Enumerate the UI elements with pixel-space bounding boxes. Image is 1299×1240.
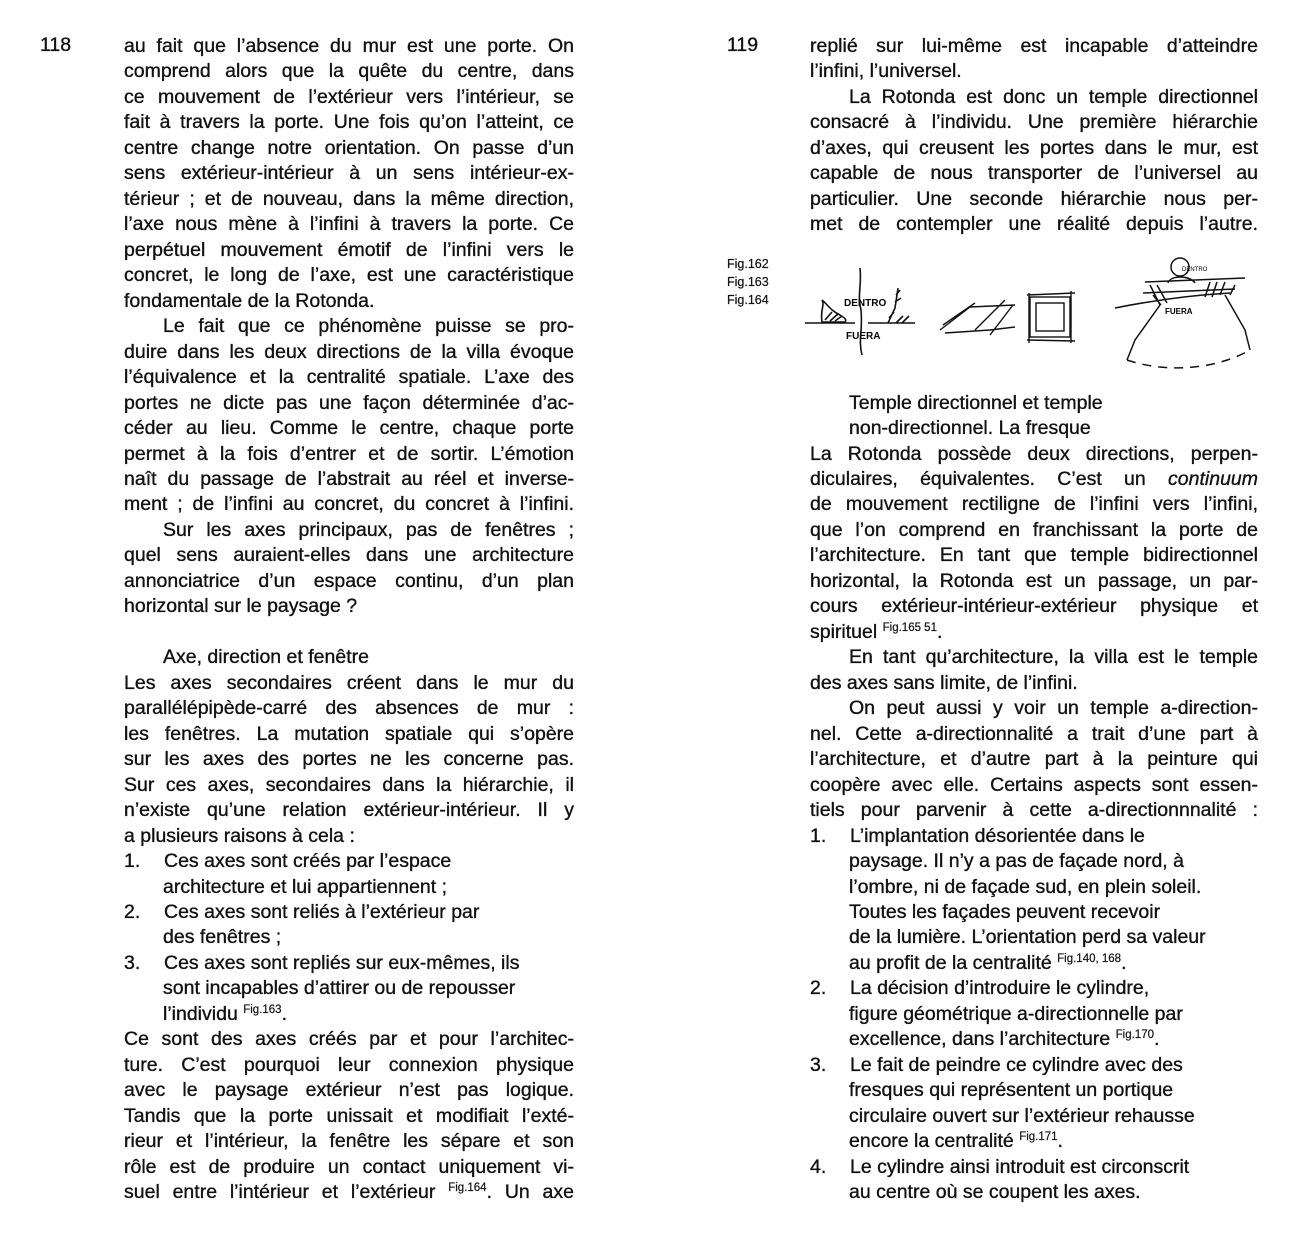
text-segment: rôle est de produire un contact uniquement vi- — [124, 1155, 574, 1178]
text-segment: Ce sont des axes créés par et pour l’architec- — [124, 1028, 574, 1051]
text-line — [810, 543, 1258, 568]
text-segment: l’infini, l’universel. — [810, 60, 962, 83]
text-segment: au fait que l’absence du mur est une porte. On — [124, 35, 574, 57]
text-line — [810, 34, 1258, 59]
text-segment: l’architecture, et d’autre part à la peinture qui — [810, 748, 1258, 771]
text-segment: ce mouvement de l’extérieur vers l’intérieur, se — [124, 85, 574, 108]
text-line — [124, 1053, 574, 1078]
italic-term: continuum — [1168, 467, 1258, 490]
text-segment: . Un axe — [486, 1181, 574, 1204]
text-line — [810, 798, 1258, 823]
text-segment: céder au lieu. Comme le centre, chaque porte — [124, 417, 574, 440]
sketch-fig-163 — [935, 285, 1095, 355]
text-line — [849, 951, 1258, 976]
text-segment: sur les axes des portes ne les concerne pas. — [124, 748, 574, 771]
text-segment: n’existe qu’une relation extérieur-intérieur. Il y — [124, 799, 574, 822]
list-number: 2. — [810, 977, 827, 1000]
text-line — [124, 59, 574, 84]
text-line — [124, 391, 574, 416]
text-segment: portes ne dicte pas une façon déterminée d’ac- — [124, 391, 574, 414]
text-segment: encore la centralité — [849, 1130, 1020, 1153]
sketch-word-dentro: DENTRO — [1182, 267, 1208, 273]
text-line — [810, 620, 1258, 645]
text-segment: replié sur lui-même est incapable d’atteindre — [810, 35, 1258, 57]
text-segment: quel sens auraient-elles dans une architecture — [124, 544, 574, 567]
text-segment: fresques qui représentent un portique — [849, 1079, 1174, 1102]
text-line — [849, 925, 1258, 950]
sketch-fig-164 — [1085, 255, 1265, 375]
text-line — [124, 238, 574, 263]
text-segment: fait à travers la porte. Une fois qu’on l’atteint, ce — [124, 111, 574, 134]
text-segment: avec le paysage extérieur n’est pas logique. — [124, 1079, 574, 1102]
sketch-fig-162 — [800, 260, 930, 360]
text-line — [810, 671, 1258, 696]
text-line — [124, 1027, 574, 1052]
text-line — [124, 467, 574, 492]
text-line — [849, 645, 1258, 670]
text-line — [124, 1078, 574, 1103]
text-line — [849, 900, 1258, 925]
list-item-line — [850, 1053, 1258, 1078]
text-segment: ture. C’est pourquoi leur connexion physique — [124, 1053, 574, 1076]
text-line — [163, 1002, 574, 1027]
text-segment: diculaires, équivalentes. C’est un — [810, 467, 1169, 490]
text-line — [849, 85, 1258, 110]
text-segment: non-directionnel. La fresque — [849, 417, 1091, 440]
text-line — [810, 110, 1258, 135]
figure-reference: Fig.164 — [448, 1182, 487, 1195]
text-segment: naît du passage de l’abstrait au réel et inverse- — [124, 467, 574, 490]
text-segment: Ces axes sont créés par l’espace — [164, 850, 452, 873]
page-number-left: 118 — [40, 34, 72, 56]
text-segment: . — [936, 620, 943, 643]
list-number: 1. — [810, 824, 827, 847]
text-line — [124, 136, 574, 161]
text-line — [810, 442, 1258, 467]
text-segment: rieur et l’intérieur, la fenêtre les sépare et son — [124, 1130, 574, 1153]
text-line — [849, 696, 1258, 721]
figure-reference: Fig.165 51 — [882, 621, 937, 634]
text-segment: centre change notre orientation. On passe d’un — [124, 136, 574, 159]
list-number: 3. — [124, 951, 141, 974]
text-segment: particulier. Une seconde hiérarchie nous per- — [810, 187, 1258, 210]
text-line — [849, 875, 1258, 900]
text-segment: permet à la fois d’entrer et de sortir. L’émotion — [124, 442, 574, 465]
text-line — [849, 849, 1258, 874]
sketch-word-fuera: FUERA — [1165, 307, 1193, 316]
list-item-line — [850, 976, 1258, 1001]
text-segment: Les axes secondaires créent dans le mur du — [124, 671, 574, 694]
text-line — [124, 722, 574, 747]
text-segment: Sur les axes principaux, pas de fenêtres ; — [163, 518, 574, 541]
text-segment: sont incapables d’attirer ou de repousser — [163, 977, 516, 1000]
text-segment: . — [1154, 1028, 1160, 1051]
text-segment: duire dans les deux directions de la villa évoque — [124, 340, 574, 363]
figure-labels — [727, 255, 769, 309]
list-number: 3. — [810, 1053, 827, 1076]
list-number: 4. — [810, 1155, 827, 1178]
text-segment: concret, le long de l’axe, est une caractéristique — [124, 264, 574, 287]
text-line — [849, 1129, 1258, 1154]
text-segment: fondamentale de la Rotonda. — [124, 289, 375, 312]
text-line — [124, 747, 574, 772]
text-line — [124, 416, 574, 441]
text-segment: . — [281, 1002, 287, 1025]
text-line — [124, 289, 574, 314]
text-line — [124, 569, 574, 594]
text-line — [124, 212, 574, 237]
text-segment: met de contempler une réalité depuis l’autre. — [810, 213, 1258, 236]
figure-label: Fig.164 — [727, 293, 769, 307]
text-segment: Ces axes sont reliés à l’extérieur par — [164, 900, 480, 923]
page-number-right: 119 — [727, 34, 759, 56]
text-line — [849, 1180, 1258, 1205]
text-line — [810, 161, 1258, 186]
text-segment: au centre où se coupent les axes. — [849, 1181, 1141, 1204]
text-segment: de mouvement rectiligne de l’infini vers l’infini, — [810, 493, 1258, 516]
text-line — [849, 1027, 1258, 1052]
text-segment: l’architecture. En tant que temple bidirectionnel — [810, 544, 1258, 567]
text-segment: architecture et lui appartiennent ; — [163, 875, 448, 898]
text-line — [124, 696, 574, 721]
text-line — [124, 1129, 574, 1154]
text-line — [124, 365, 574, 390]
text-line — [124, 34, 574, 59]
text-segment: a plusieurs raisons à cela : — [124, 824, 355, 847]
text-segment: circulaire ouvert sur l’extérieur rehausse — [849, 1104, 1195, 1127]
text-segment: l’axe nous mène à l’infini à travers la porte. Ce — [124, 213, 574, 236]
text-segment: des axes sans limite, de l’infini. — [810, 671, 1078, 694]
text-line — [124, 161, 574, 186]
text-line — [849, 1002, 1258, 1027]
text-line — [124, 1155, 574, 1180]
text-line — [810, 492, 1258, 517]
text-line — [124, 85, 574, 110]
text-segment: figure géométrique a-directionnelle par — [849, 1002, 1183, 1025]
text-segment: l’équivalence et la centralité spatiale. L’axe des — [124, 366, 574, 389]
text-line — [810, 136, 1258, 161]
figure-label: Fig.163 — [727, 275, 769, 289]
text-line — [124, 442, 574, 467]
text-line — [810, 747, 1258, 772]
text-segment: térieur ; et de nouveau, dans la même direction, — [124, 187, 574, 210]
text-segment: comprend alors que la quête du centre, dans — [124, 60, 574, 83]
text-segment: excellence, dans l’architecture — [849, 1028, 1116, 1051]
text-segment: l’ombre, ni de façade sud, en plein soleil. — [849, 875, 1202, 898]
text-segment: cours extérieur-intérieur-extérieur physique et — [810, 595, 1258, 618]
figure-reference: Fig.140, 168 — [1057, 952, 1122, 965]
figure-reference: Fig.163 — [243, 1003, 282, 1016]
text-segment: capable de nous transporter de l’universel au — [810, 162, 1258, 185]
text-line — [810, 187, 1258, 212]
text-line — [163, 875, 574, 900]
text-segment: sens extérieur-intérieur à un sens intérieur-ex- — [124, 162, 574, 185]
figure-reference: Fig.171 — [1019, 1131, 1058, 1144]
text-line — [163, 925, 574, 950]
text-segment: ment ; de l’infini au concret, du concret à l’infini. — [124, 493, 574, 516]
text-segment: horizontal, la Rotonda est un passage, un par- — [810, 569, 1258, 592]
text-segment: des fenêtres ; — [163, 926, 282, 949]
text-segment: au profit de la centralité — [849, 951, 1058, 974]
text-line — [163, 518, 574, 543]
list-number: 1. — [124, 850, 141, 873]
text-segment: paysage. Il n’y a pas de façade nord, à — [849, 850, 1184, 873]
text-line — [124, 1104, 574, 1129]
text-line — [810, 594, 1258, 619]
text-segment: Axe, direction et fenêtre — [163, 646, 369, 669]
text-segment: Le cylindre ainsi introduit est circonscrit — [850, 1155, 1190, 1178]
text-segment: Le fait que ce phénomène puisse se pro- — [163, 315, 574, 338]
text-segment: . — [1121, 951, 1127, 974]
text-line — [124, 543, 574, 568]
text-segment: Tandis que la porte unissait et modifiait l’exté- — [124, 1104, 574, 1127]
text-line — [124, 187, 574, 212]
text-segment: Toutes les façades peuvent recevoir — [849, 900, 1161, 923]
text-segment: Ces axes sont repliés sur eux-mêmes, ils — [164, 951, 520, 974]
text-line — [810, 59, 1258, 84]
text-segment: La décision d’introduire le cylindre, — [850, 977, 1150, 1000]
list-item-line — [164, 900, 574, 925]
text-line — [849, 416, 1258, 441]
sketch-word-dentro: DENTRO — [844, 298, 887, 309]
text-segment: coopère avec elle. Certains aspects sont essen- — [810, 773, 1258, 796]
text-segment: La Rotonda possède deux directions, perpen- — [810, 442, 1258, 465]
text-line — [124, 1180, 574, 1205]
text-segment: parallélépipède-carré des absences de mur : — [124, 697, 574, 720]
text-segment: les fenêtres. La mutation spatiale qui s’opère — [124, 722, 574, 745]
text-segment: consacré à l’individu. Une première hiérarchie — [810, 111, 1258, 134]
text-line — [124, 824, 574, 849]
figure-reference: Fig.170 — [1115, 1029, 1154, 1042]
text-segment: . — [1057, 1130, 1063, 1153]
text-segment: horizontal sur le paysage ? — [124, 595, 358, 618]
text-line — [124, 263, 574, 288]
text-segment: tiels pour parvenir à cette a-directionnnalité : — [810, 799, 1258, 822]
text-segment: On peut aussi y voir un temple a-direction- — [849, 697, 1258, 720]
text-line — [124, 340, 574, 365]
text-line — [163, 976, 574, 1001]
text-segment: Sur ces axes, secondaires dans la hiérarchie, il — [124, 773, 574, 796]
text-segment: que l’on comprend en franchissant la porte de — [810, 518, 1258, 541]
text-line — [849, 1078, 1258, 1103]
text-line — [124, 594, 574, 619]
text-segment: nel. Cette a-directionnalité a trait d’une part à — [810, 722, 1258, 745]
text-line — [124, 773, 574, 798]
list-item-line — [850, 824, 1258, 849]
list-item-line — [164, 951, 574, 976]
text-line — [810, 467, 1258, 492]
list-item-line — [850, 1155, 1258, 1180]
text-line — [849, 391, 1258, 416]
text-segment: annonciatrice d’un espace continu, d’un plan — [124, 569, 574, 592]
text-line — [124, 110, 574, 135]
text-line — [810, 569, 1258, 594]
list-number: 2. — [124, 900, 141, 923]
text-line — [810, 773, 1258, 798]
text-segment: d’axes, qui creusent les portes dans le mur, est — [810, 136, 1258, 159]
text-segment: l’individu — [163, 1002, 244, 1025]
text-line — [810, 212, 1258, 237]
text-line — [124, 492, 574, 517]
text-segment: En tant qu’architecture, la villa est le temple — [849, 646, 1258, 669]
text-line — [849, 1104, 1258, 1129]
text-segment: L’implantation désorientée dans le — [850, 824, 1145, 847]
text-line — [124, 798, 574, 823]
text-segment: suel entre l’intérieur et l’extérieur — [124, 1181, 449, 1204]
text-segment: de la lumière. L’orientation perd sa valeur — [849, 926, 1206, 949]
text-segment: La Rotonda est donc un temple directionnel — [849, 85, 1258, 108]
list-item-line — [164, 849, 574, 874]
text-line — [163, 314, 574, 339]
text-segment: spirituel — [810, 620, 883, 643]
sketch-word-fuera: FUERA — [846, 331, 881, 342]
text-line — [163, 645, 574, 670]
text-segment: perpétuel mouvement émotif de l’infini vers le — [124, 238, 574, 261]
text-segment: Le fait de peindre ce cylindre avec des — [850, 1053, 1183, 1076]
text-line — [810, 518, 1258, 543]
text-segment: Temple directionnel et temple — [849, 391, 1103, 414]
figure-label: Fig.162 — [727, 257, 769, 271]
text-line — [124, 671, 574, 696]
text-line — [810, 722, 1258, 747]
